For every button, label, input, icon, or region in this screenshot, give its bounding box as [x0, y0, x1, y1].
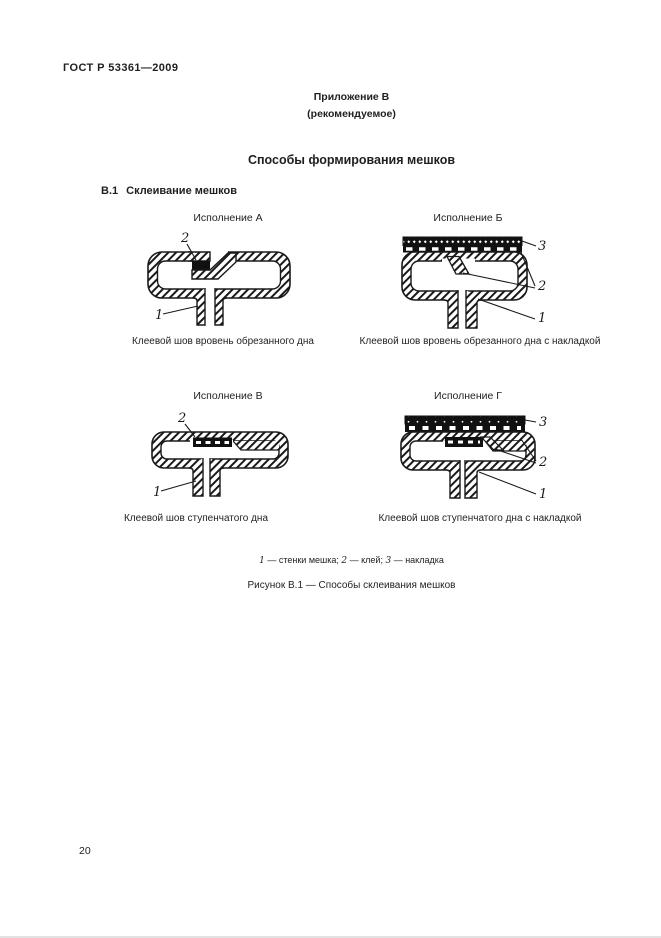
leader-line-wall	[163, 306, 198, 314]
section-number: В.1	[101, 185, 119, 197]
figure-v-caption: Клеевой шов ступенчатого дна	[123, 513, 269, 524]
appendix-qualifier: (рекомендуемое)	[307, 108, 396, 120]
leader-line-wall	[478, 299, 535, 319]
legend-item-number: 2	[341, 556, 348, 566]
figure-caption: Рисунок В.1 — Способы склеивания мешков	[247, 580, 456, 591]
wall-ply-left	[188, 252, 210, 261]
section-title: Склеивание мешков	[126, 185, 238, 197]
leader-line-wall	[161, 481, 196, 491]
figure-v-title: Исполнение В	[193, 390, 263, 402]
appendix-label: Приложение В	[313, 91, 390, 103]
callout-2: 2	[178, 411, 187, 426]
leader-line-patch	[525, 420, 536, 422]
callout-2: 2	[539, 455, 548, 470]
callout-3: 3	[538, 239, 547, 254]
section-heading	[101, 185, 245, 197]
legend-item-number: 1	[259, 556, 265, 566]
patch-strip	[403, 237, 522, 246]
diagram-g-glue-seam-stepped-patch-drawing	[395, 408, 565, 518]
figure-a-title: Исполнение А	[193, 212, 263, 224]
glue-spot	[192, 261, 210, 270]
callout-1: 1	[153, 485, 162, 500]
figure-g-title: Исполнение Г	[434, 390, 502, 402]
legend-item-number: 3	[385, 556, 392, 566]
figure-b-caption: Клеевой шов вровень обрезанного дна с накладкой	[359, 336, 601, 347]
callout-1: 1	[155, 308, 164, 323]
callout-1: 1	[538, 311, 547, 326]
leader-line-wall	[479, 472, 536, 494]
figure-g-caption: Клеевой шов ступенчатого дна с накладкой	[378, 513, 582, 524]
callout-3: 3	[539, 415, 548, 430]
page-title: Способы формирования мешков	[247, 153, 456, 167]
figure-legend: 1 — стенки мешка; 2 — клей; 3 — накладка	[259, 555, 444, 566]
page-number: 20	[79, 845, 91, 857]
callout-2: 2	[181, 231, 190, 246]
leader-line-patch	[522, 241, 536, 246]
patch-strip	[405, 416, 525, 424]
diagram-a-glue-seam-flush-drawing	[140, 225, 300, 333]
callout-2: 2	[538, 279, 547, 294]
appendix-heading	[63, 89, 640, 123]
figure-b-title: Исполнение Б	[433, 212, 503, 224]
document-header: ГОСТ Р 53361—2009	[63, 62, 179, 74]
diagram-v-glue-seam-stepped-drawing	[140, 400, 300, 510]
callout-1: 1	[539, 487, 548, 502]
diagram-b-glue-seam-flush-patch-drawing	[395, 228, 565, 338]
figure-a-caption: Клеевой шов вровень обрезанного дна	[132, 336, 314, 347]
